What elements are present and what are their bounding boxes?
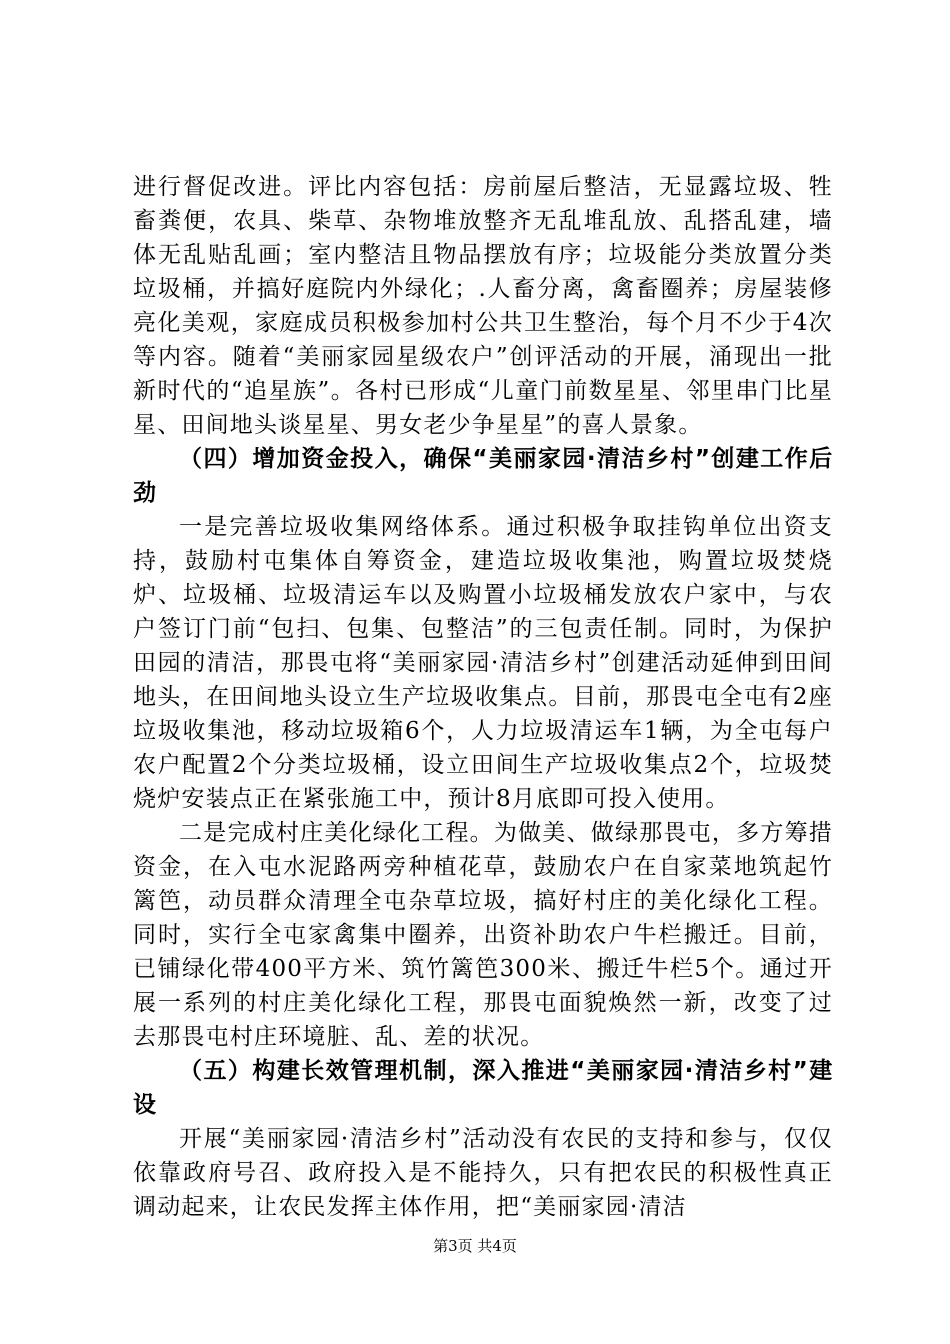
paragraph-evaluation-content: 进行督促改进。评比内容包括：房前屋后整洁，无显露垃圾、牲畜粪便，农具、柴草、杂物堆放整齐无乱堆乱放、乱搭乱建，墙体无乱贴乱画；室内整洁且物品摆放有序；垃圾能分类放置分类垃圾桶，并搞好庭院内外绿化；.人畜分离，禽畜圈养；房屋装修亮化美观，家庭成员积极参加村公共卫生整治，每个月不少于4次等内容。随着“美丽家园星级农户”创评活动的开展，涌现出一批新时代的“追星族”。各村已形成“儿童门前数星星、邻里串门比星星、田间地头谈星星、男女老少争星星”的喜人景象。 (133, 174, 833, 438)
document-body (133, 170, 833, 1224)
paragraph-village-greening: 二是完成村庄美化绿化工程。为做美、做绿那畏屯，多方筹措资金，在入屯水泥路两旁种植花草，鼓励农户在自家菜地筑起竹篱笆，动员群众清理全屯杂草垃圾，搞好村庄的美化绿化工程。同时，实行全屯家禽集中圈养，出资补助农户牛栏搬迁。目前，已铺绿化带400平方米、筑竹篱笆300米、搬迁牛栏5个。通过开展一系列的村庄美化绿化工程，那畏屯面貌焕然一新，改变了过去那畏屯村庄环境脏、乱、差的状况。 (133, 820, 833, 1050)
section-heading-5: （五）构建长效管理机制，深入推进“美丽家园·清洁乡村”建设 (133, 1058, 833, 1118)
page-footer: 第3页 共4页 (433, 1237, 517, 1255)
paragraph-long-term-mechanism: 开展“美丽家园·清洁乡村”活动没有农民的支持和参与，仅仅依靠政府号召、政府投入是不能持久，只有把农民的积极性真正调动起来，让农民发挥主体作用，把“美丽家园·清洁 (133, 1126, 833, 1220)
paragraph-garbage-network: 一是完善垃圾收集网络体系。通过积极争取挂钩单位出资支持，鼓励村屯集体自筹资金，建造垃圾收集池，购置垃圾焚烧炉、垃圾桶、垃圾清运车以及购置小垃圾桶发放农户家中，与农户签订门前“包扫、包集、包整洁”的三包责任制。同时，为保护田园的清洁，那畏屯将“美丽家园·清洁乡村”创建活动延伸到田间地头，在田间地头设立生产垃圾收集点。目前，那畏屯全屯有2座垃圾收集池，移动垃圾箱6个，人力垃圾清运车1辆，为全屯每户农户配置2个分类垃圾桶，设立田间生产垃圾收集点2个，垃圾焚烧炉安装点正在紧张施工中，预计8月底即可投入使用。 (133, 514, 833, 812)
section-heading-4: （四）增加资金投入，确保“美丽家园·清洁乡村”创建工作后劲 (133, 446, 833, 506)
